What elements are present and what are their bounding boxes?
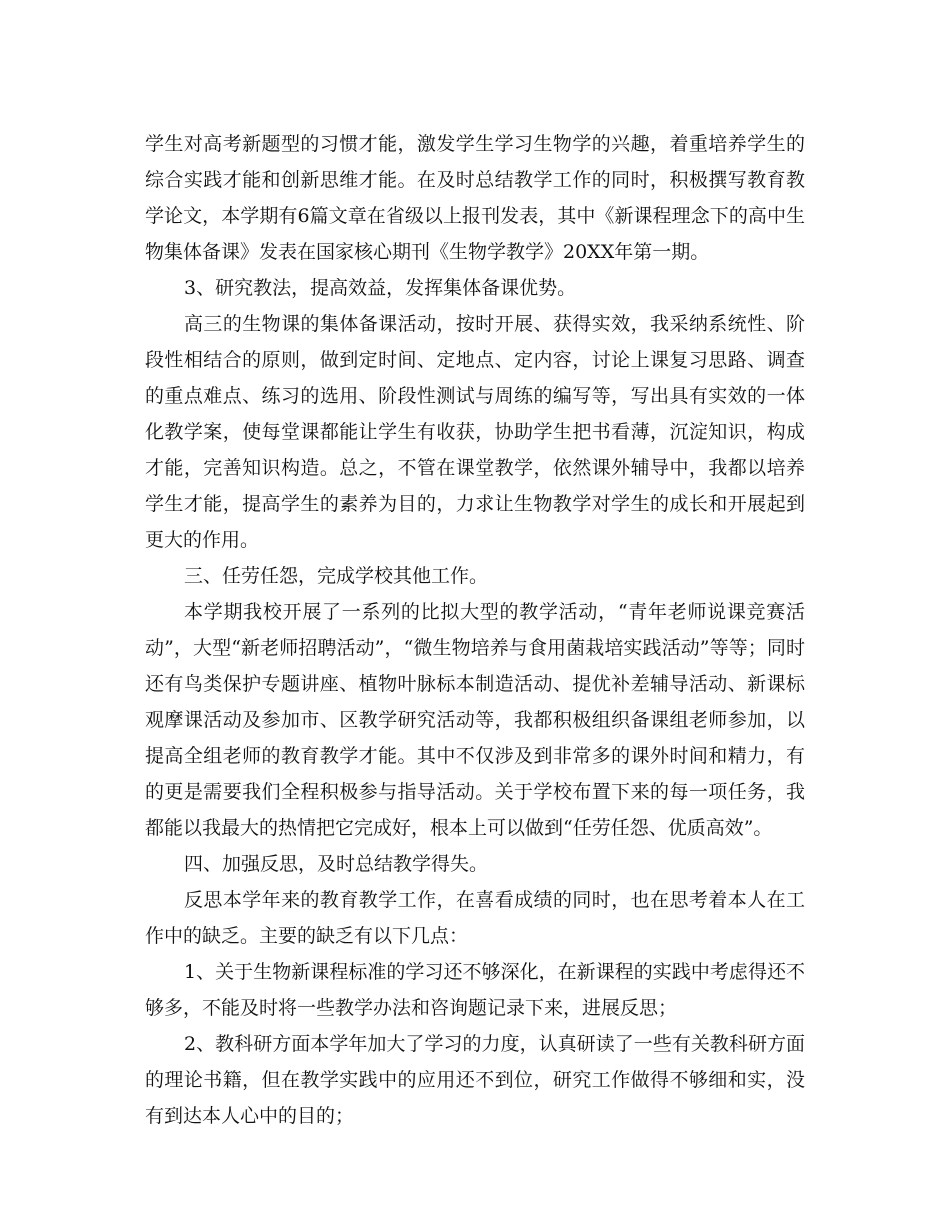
document-body (145, 126, 805, 1134)
section-heading-other-work: 三、任劳任怨，完成学校其他工作。 (184, 565, 489, 587)
list-item-shortcoming-2: 2、教科研方面本学年加大了学习的力度，认真研读了一些有关教科研方面的理论书籍，但在教学实践中的应用还不到位，研究工作做得不够细和实，没有到达本人心中的目的； (145, 1033, 805, 1127)
subheading-research-methods: 3、研究教法，提高效益，发挥集体备课优势。 (184, 277, 577, 299)
paragraph-collective-lesson-prep: 高三的生物课的集体备课活动，按时开展、获得实效，我采纳系统性、阶段性相结合的原则，做到定时间、定地点、定内容，讨论上课复习思路、调查的重点难点、练习的选用、阶段性测试与周练的编写等，写出具有实效的一体化教学案，使每堂课都能让学生有收获，协助学生把书看薄，沉淀知识，构成才能，完善知识构造。总之，不管在课堂教学，依然课外辅导中，我都以培养学生才能，提高学生的素养为目的，力求让生物教学对学生的成长和开展起到更大的作用。 (145, 313, 805, 551)
paragraph-continuation: 学生对高考新题型的习惯才能，激发学生学习生物学的兴趣，着重培养学生的综合实践才能和创新思维才能。在及时总结教学工作的同时，积极撰写教育教学论文，本学期有6篇文章在省级以上报刊发表，其中《新课程理念下的高中生物集体备课》发表在国家核心期刊《生物学教学》20XX年第一期。 (145, 133, 805, 263)
paragraph-school-activities: 本学期我校开展了一系列的比拟大型的教学活动，“青年老师说课竞赛活动”，大型“新老师招聘活动”，“微生物培养与食用菌栽培实践活动”等等；同时还有鸟类保护专题讲座、植物叶脉标本制造活动、提优补差辅导活动、新课标观摩课活动及参加市、区教学研究活动等，我都积极组织备课组老师参加，以提高全组老师的教育教学才能。其中不仅涉及到非常多的课外时间和精力，有的更是需要我们全程积极参与指导活动。关于学校布置下来的每一项任务，我都能以我最大的热情把它完成好，根本上可以做到“任劳任怨、优质高效”。 (145, 601, 805, 839)
list-item-shortcoming-1: 1、关于生物新课程标准的学习还不够深化，在新课程的实践中考虑得还不够多，不能及时将一些教学办法和咨询题记录下来，进展反思； (145, 961, 805, 1019)
section-heading-reflection: 四、加强反思，及时总结教学得失。 (184, 853, 489, 875)
paragraph-reflection-intro: 反思本学年来的教育教学工作，在喜看成绩的同时，也在思考着本人在工作中的缺乏。主要的缺乏有以下几点： (145, 889, 805, 947)
